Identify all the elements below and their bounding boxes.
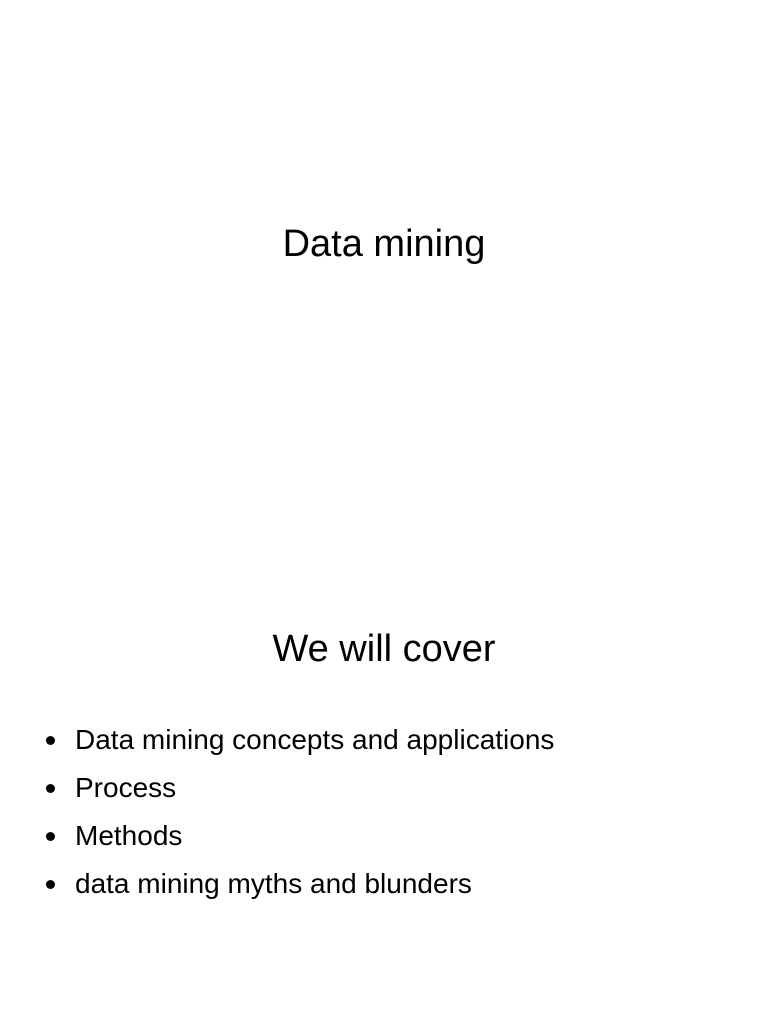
bullet-text: Process: [75, 772, 177, 803]
bullet-item: [42, 812, 554, 860]
bullet-text: data mining myths and blunders: [75, 868, 472, 899]
bullet-icon: [46, 784, 55, 793]
bullet-icon: [46, 736, 55, 745]
title-slide: [0, 0, 768, 420]
bullet-icon: [46, 880, 55, 889]
slide-title: Data mining: [282, 223, 486, 265]
bullet-text: Data mining concepts and applications: [75, 724, 555, 755]
content-slide: [0, 420, 768, 1024]
bullet-text: Methods: [75, 820, 183, 851]
bullet-item: [42, 860, 554, 908]
bullet-item: [42, 764, 554, 812]
bullet-item: [42, 716, 554, 764]
slide-title: We will cover: [272, 628, 496, 670]
bullet-list: [42, 716, 554, 908]
bullet-icon: [46, 832, 55, 841]
